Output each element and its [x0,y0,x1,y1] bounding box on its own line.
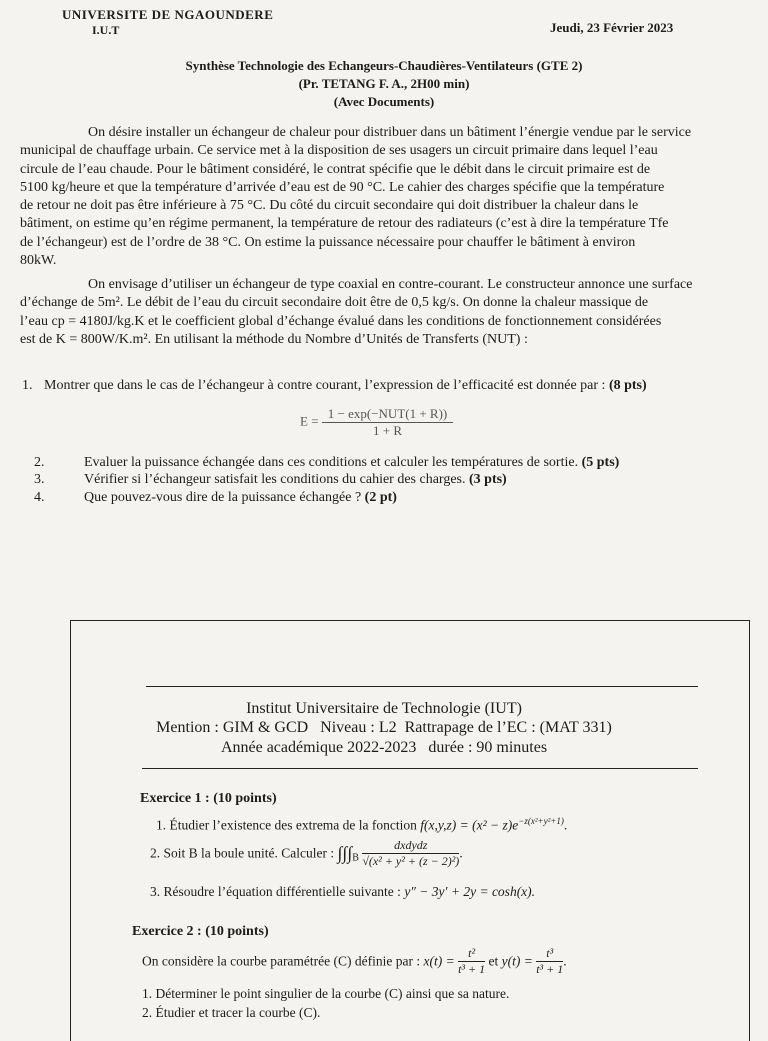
efficiency-formula [300,406,453,439]
question-number: 4. [34,490,45,505]
exercise-1-title: Exercice 1 : (10 points) [140,791,277,806]
question-points: (3 pts) [469,472,507,487]
exercise-2-question-2: 2. Étudier et tracer la courbe (C). [142,1005,321,1020]
paragraph-line: 80kW. [20,253,57,269]
question-number: 1. [22,378,33,393]
question-points: (5 pts) [581,455,620,470]
item-end: . [563,817,568,833]
paragraph-line: On désire installer un échangeur de chaleur pour distribuer dans un bâtiment l’énergie vendue par le service [88,125,692,140]
triple-integral-sign: ∫∫∫ [337,843,353,863]
paragraph-line: municipal de chauffage urbain. Ce service met à la disposition de ses usagers un circuit primaire dans lequel l’eau [20,143,658,159]
exercise-2-intro [142,946,567,977]
paragraph-line: d’échange de 5m². Le débit de l’eau du circuit secondaire doit être de 0,5 kg/s. On donne la chaleur massique de [20,295,649,311]
paragraph-line: 5100 kg/heure et que la température d’arrivée d’eau est de 90 °C. Le cahier des charges spécifie que la température [20,179,665,195]
question-text: Que pouvez-vous dire de la puissance échangée ? [84,490,362,505]
item-text: On considère la courbe paramétrée (C) définie par : [142,953,421,969]
paragraph-line: de l’échangeur) est de l’ordre de 38 °C. On estime la puissance nécessaire pour chauffer le bâtiment à environ [20,234,636,250]
exercise-1-item-3 [150,884,535,900]
question-4 [34,490,754,506]
exercise-2-question-1: 1. Déterminer le point singulier de la courbe (C) ainsi que sa nature. [142,986,510,1001]
exam1-documents-note: (Avec Documents) [333,94,435,109]
paragraph-line: bâtiment, on estime qu’en régime permanent, la température de retour des radiateurs (c’est à dire la température Tfe [20,216,669,232]
y-of-t-lhs: y(t) = [501,953,533,969]
formula-lhs: E = [300,413,319,429]
exam1-paragraph-2 [20,276,748,349]
formula-numerator: 1 − exp(−NUT(1 + R)) [322,406,453,423]
integrand-numerator: dxdydz [394,838,428,852]
item-text: 2. Soit B la boule unité. Calculer : [150,845,335,861]
integrand-denominator: √(x² + y² + (z − 2)²) [362,854,460,868]
exam1-title: Synthèse Technologie des Echangeurs-Chaudières-Ventilateurs (GTE 2) [185,58,583,73]
exam1-professor: (Pr. TETANG F. A., 2H00 min) [298,76,470,91]
exercise-2-title: Exercice 2 : (10 points) [132,924,269,939]
item-text: 1. Étudier l’existence des extrema de la fonction [156,817,417,833]
paragraph-line: est de K = 800W/K.m². En utilisant la méthode du Nombre d’Unités de Transferts (NUT) : [20,331,528,347]
conjunction: et [488,953,499,969]
exam1-paragraph-1 [20,124,748,270]
x-numerator: t² [468,946,476,960]
question-1 [22,378,752,394]
function-expression: f(x,y,z) = (x² − z)e [420,817,519,833]
exam-date: Jeudi, 23 Février 2023 [550,20,674,35]
paragraph-line: de retour ne doit pas être inférieure à 75 °C. Du côté du circuit secondaire qui doit distribuer la chaleur dans le [20,198,639,214]
institute-abbrev: I.U.T [92,23,120,37]
differential-equation: y″ − 3y′ + 2y = cosh(x). [404,884,536,899]
question-points: (8 pts) [608,378,647,393]
exam2-institute: Institut Universitaire de Technologie (IUT) [246,700,522,717]
y-numerator: t³ [546,946,554,960]
exam2-year: Année académique 2022-2023 durée : 90 minutes [220,739,548,756]
item-end: . [563,953,567,969]
x-denominator: t³ + 1 [458,962,486,976]
header-rule-top [146,686,698,687]
item-end: . [459,845,463,861]
question-text: Vérifier si l’échangeur satisfait les conditions du cahier des charges. [84,472,466,487]
exercise-1-item-2 [150,838,463,869]
item-text: 3. Résoudre l’équation différentielle suivante : [150,884,401,899]
function-exponent: −z(x²+y²+1) [518,816,564,826]
x-of-t-lhs: x(t) = [423,953,455,969]
question-3 [34,472,754,488]
integral-domain: B [352,852,359,864]
exercise-1-item-1 [156,816,567,834]
paragraph-line: On envisage d’utiliser un échangeur de type coaxial en contre-courant. Le constructeur annonce une surface [88,277,693,292]
y-denominator: t³ + 1 [536,962,564,976]
paragraph-line: circule de l’eau chaude. Pour le bâtiment considéré, le contrat spécifie que le débit dans le circuit primaire est de [20,161,651,177]
exam2-mention: Mention : GIM & GCD Niveau : L2 Rattrapage de l’EC : (MAT 331) [156,719,612,736]
question-number: 3. [34,472,45,487]
paragraph-line: l’eau cp = 4180J/kg.K et le coefficient global d’échange évalué dans les conditions de fonctionnement considérées [20,313,662,329]
question-points: (2 pt) [364,490,397,505]
question-number: 2. [34,455,45,470]
question-text: Evaluer la puissance échangée dans ces conditions et calculer les températures de sortie. [84,455,579,470]
header-rule-bottom [142,768,698,769]
university-name: UNIVERSITE DE NGAOUNDERE [62,7,274,22]
formula-denominator: 1 + R [373,423,403,438]
question-text: Montrer que dans le cas de l’échangeur à contre courant, l’expression de l’efficacité est donnée par : [44,378,606,393]
question-2 [34,455,754,471]
